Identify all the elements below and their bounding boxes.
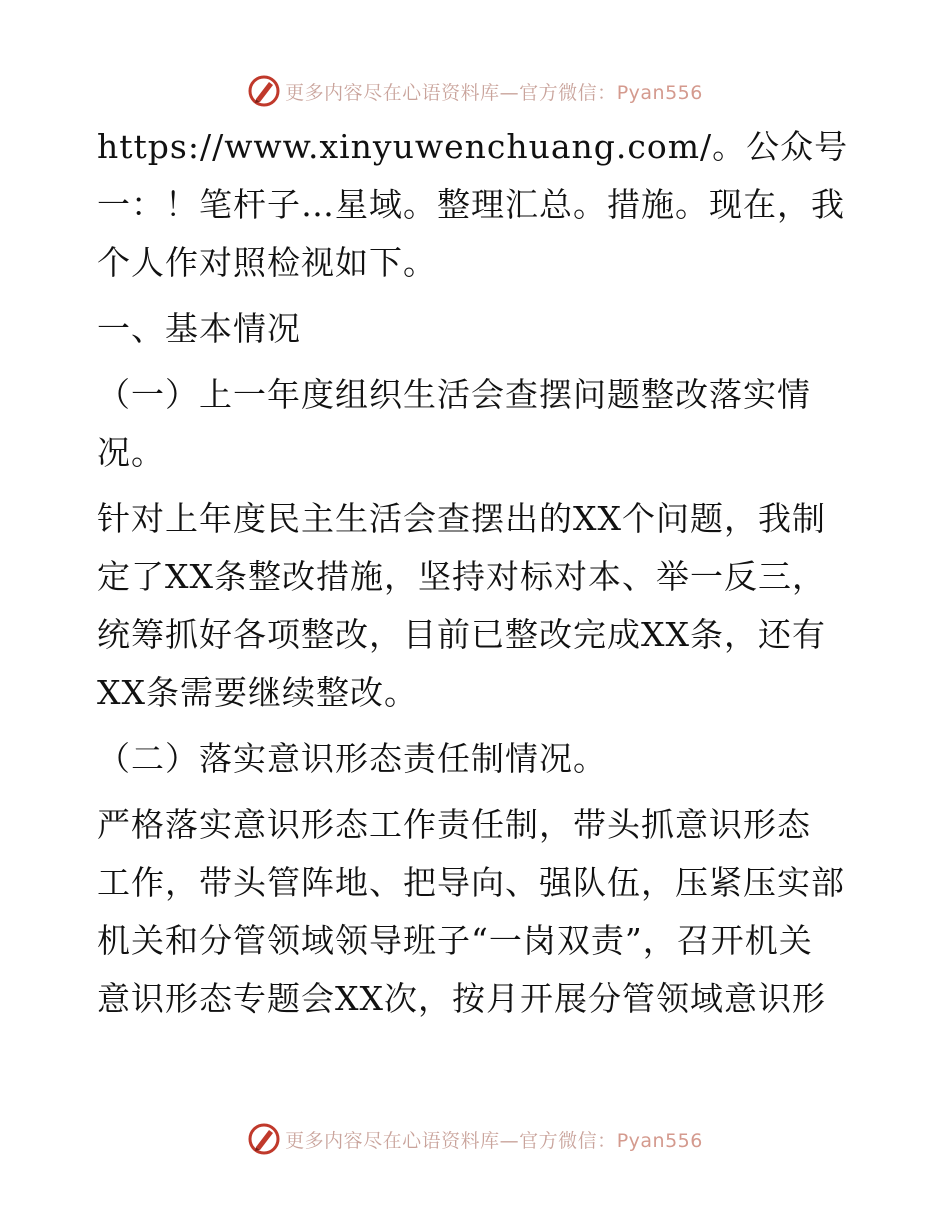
footer-banner-text: 更多内容尽在心语资料库—官方微信：Pyan556 [285, 1129, 703, 1152]
para2-line-3: 机关和分管领域领导班子“一岗双责”，召开机关 [97, 921, 813, 960]
intro-line-3: 个人作对照检视如下。 [97, 243, 437, 282]
subheading-1-line-2: 况。 [97, 433, 165, 472]
intro-line-2: 一：！笔杆子…星域。整理汇总。措施。现在，我 [97, 185, 845, 224]
para1-line-1: 针对上年度民主生活会查摆出的XX个问题，我制 [97, 499, 826, 538]
header-banner [0, 71, 950, 111]
document-body [97, 118, 857, 1028]
para1-line-4: XX条需要继续整改。 [97, 673, 418, 712]
para1-line-2: 定了XX条整改措施，坚持对标对本、举一反三， [97, 557, 826, 596]
para2-line-1: 严格落实意识形态工作责任制，带头抓意识形态 [97, 805, 811, 844]
para1-line-3: 统筹抓好各项整改，目前已整改完成XX条，还有 [97, 615, 826, 654]
para2-line-2: 工作，带头管阵地、把导向、强队伍，压紧压实部 [97, 863, 845, 902]
footer-banner [0, 1119, 950, 1159]
pen-logo-icon [247, 74, 281, 108]
pen-logo-icon [247, 1122, 281, 1156]
section-heading-basic: 一、基本情况 [97, 309, 301, 348]
subheading-2: （二）落实意识形态责任制情况。 [97, 739, 607, 778]
para2-line-4: 意识形态专题会XX次，按月开展分管领域意识形 [97, 979, 826, 1018]
header-banner-text: 更多内容尽在心语资料库—官方微信：Pyan556 [285, 81, 703, 104]
subheading-1-line-1: （一）上一年度组织生活会查摆问题整改落实情 [97, 375, 811, 414]
intro-line-1: https://www.xinyuwenchuang.com/。公众号 [97, 127, 849, 166]
